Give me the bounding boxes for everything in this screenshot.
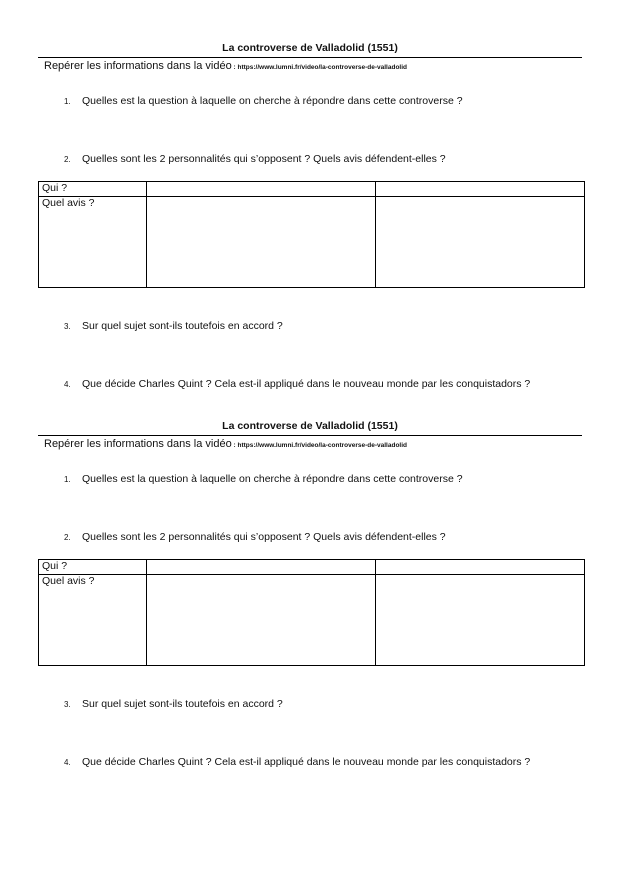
answer-cell[interactable] <box>147 575 376 666</box>
question-text: Quelles sont les 2 personnalités qui s’opposent ? Quels avis défendent-elles ? <box>82 531 446 543</box>
question-text: Que décide Charles Quint ? Cela est-il appliqué dans le nouveau monde par les conquistadors ? <box>82 756 531 768</box>
video-instruction <box>38 435 582 453</box>
question-3 <box>64 697 283 712</box>
question-3 <box>64 319 283 334</box>
table-row <box>39 182 585 197</box>
question-number: 4. <box>64 758 71 767</box>
table-row <box>39 197 585 288</box>
video-instruction <box>38 57 582 75</box>
worksheet-title: La controverse de Valladolid (1551) <box>222 42 398 54</box>
question-2 <box>64 530 446 545</box>
worksheet-2 <box>38 420 582 768</box>
question-number: 4. <box>64 380 71 389</box>
question-number: 1. <box>64 97 71 106</box>
question-number: 2. <box>64 533 71 542</box>
question-1 <box>64 472 463 487</box>
answer-table <box>38 181 585 288</box>
answer-cell[interactable] <box>376 575 585 666</box>
video-url: : https://www.lumni.fr/video/la-controverse-de-valladolid <box>231 442 407 449</box>
answer-cell[interactable] <box>147 560 376 575</box>
row-label-qui: Qui ? <box>39 182 147 197</box>
question-text: Sur quel sujet sont-ils toutefois en accord ? <box>82 320 283 332</box>
table-row <box>39 575 585 666</box>
answer-cell[interactable] <box>376 197 585 288</box>
answer-cell[interactable] <box>147 182 376 197</box>
question-4 <box>64 755 530 770</box>
row-label-avis: Quel avis ? <box>39 197 147 288</box>
question-text: Quelles sont les 2 personnalités qui s’opposent ? Quels avis défendent-elles ? <box>82 153 446 165</box>
instruction-text: Repérer les informations dans la vidéo <box>44 438 232 450</box>
question-text: Quelles est la question à laquelle on cherche à répondre dans cette controverse ? <box>82 95 463 107</box>
question-text: Quelles est la question à laquelle on cherche à répondre dans cette controverse ? <box>82 473 463 485</box>
question-4 <box>64 377 530 392</box>
instruction-text: Repérer les informations dans la vidéo <box>44 60 232 72</box>
question-text: Que décide Charles Quint ? Cela est-il appliqué dans le nouveau monde par les conquistadors ? <box>82 378 531 390</box>
row-label-avis: Quel avis ? <box>39 575 147 666</box>
question-number: 3. <box>64 322 71 331</box>
question-number: 2. <box>64 155 71 164</box>
question-1 <box>64 94 463 109</box>
answer-cell[interactable] <box>147 197 376 288</box>
table-row <box>39 560 585 575</box>
question-text: Sur quel sujet sont-ils toutefois en accord ? <box>82 698 283 710</box>
worksheet-1 <box>38 42 582 390</box>
answer-cell[interactable] <box>376 182 585 197</box>
answer-cell[interactable] <box>376 560 585 575</box>
video-url: : https://www.lumni.fr/video/la-controverse-de-valladolid <box>231 64 407 71</box>
question-number: 1. <box>64 475 71 484</box>
row-label-qui: Qui ? <box>39 560 147 575</box>
worksheet-title: La controverse de Valladolid (1551) <box>222 420 398 432</box>
question-2 <box>64 152 446 167</box>
answer-table <box>38 559 585 666</box>
question-number: 3. <box>64 700 71 709</box>
